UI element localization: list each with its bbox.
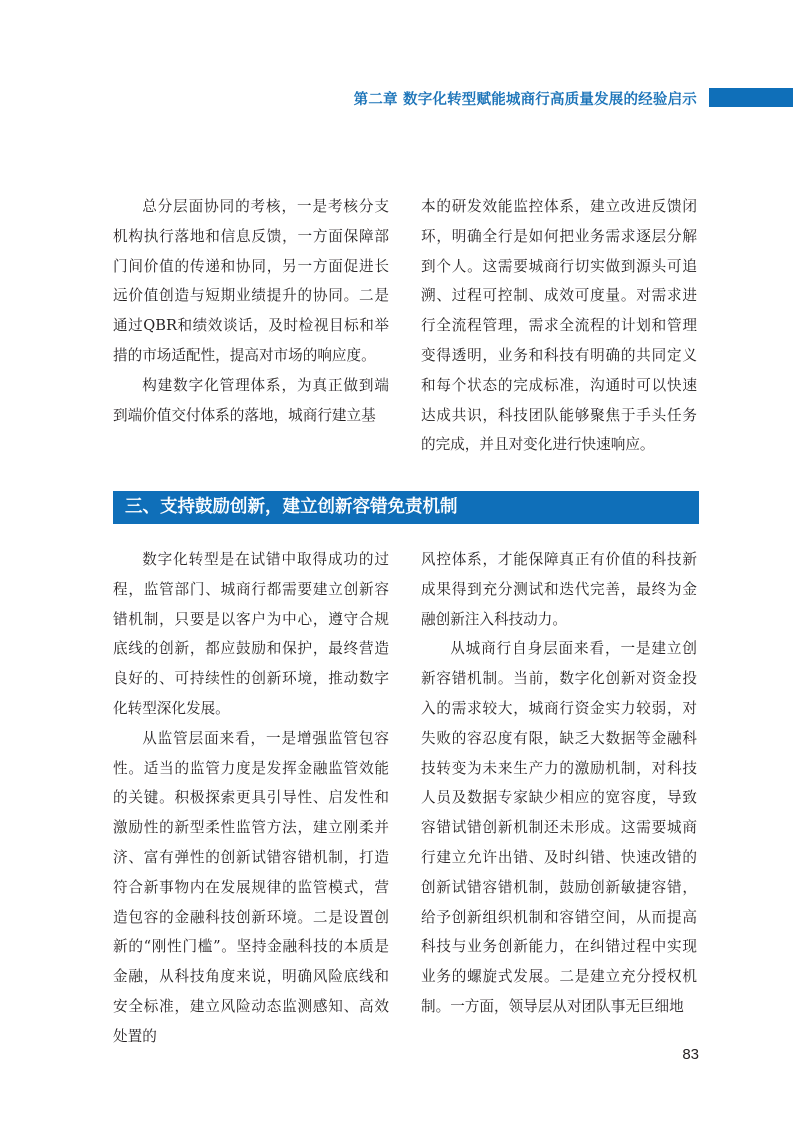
header-accent-bar xyxy=(709,88,793,107)
paragraph: 从监管层面来看，一是增强监管包容性。适当的监管力度是发挥金融监管效能的关键。积极探索更具引导性、启发性和激励性的新型柔性监管方法，建立刚柔并济、富有弹性的创新试错容错机制，打造符合新事物内在发展规律的监管模式，营造包容的金融科技创新环境。二是设置创新的“刚性门槛”。坚持金融科技的本质是金融，从科技角度来说，明确风险底线和安全标准，建立风险动态监测感知、高效处置的 xyxy=(113,729,389,1045)
paragraph: 从城商行自身层面来看，一是建立创新容错机制。当前，数字化创新对资金投入的需求较大，城商行资金实力较弱，对失败的容忍度有限，缺乏大数据等金融科技转变为未来生产力的激励机制，对科技人员及数据专家缺少相应的宽容度，导致容错试错创新机制还未形成。这需要城商行建立允许出错、及时纠错、快速改错的创新试错容错机制，鼓励创新敏捷容错，给予创新组织机制和容错空间，从而提高科技与业务创新能力，在纠错过程中实现业务的螺旋式发展。二是建立充分授权机制。一方面，领导层从对团队事无巨细地 xyxy=(421,640,697,1015)
paragraph: 数字化转型是在试错中取得成功的过程，监管部门、城商行都需要建立创新容错机制，只要是以客户为中心，遵守合规底线的创新，都应鼓励和保护，最终营造良好的、可持续性的创新环境，推动数字化转型深化发展。 xyxy=(113,551,389,717)
section-right-column xyxy=(421,545,697,1022)
paragraph: 构建数字化管理体系，为真正做到端到端价值交付体系的落地，城商行建立基 xyxy=(113,376,389,424)
chapter-title: 第二章 数字化转型赋能城商行高质量发展的经验启示 xyxy=(353,92,697,108)
section-heading: 三、支持鼓励创新，建立创新容错免责机制 xyxy=(113,491,699,524)
top-left-column xyxy=(113,192,389,430)
paragraph-continued: 风控体系，才能保障真正有价值的科技新成果得到充分测试和迭代完善，最终为金融创新注入科技动力。 xyxy=(421,551,697,628)
top-right-column xyxy=(421,192,697,460)
paragraph-continued: 本的研发效能监控体系，建立改进反馈闭环，明确全行是如何把业务需求逐层分解到个人。这需要城商行切实做到源头可追溯、过程可控制、成效可度量。对需求进行全流程管理，需求全流程的计划和管理变得透明，业务和科技有明确的共同定义和每个状态的完成标准，沟通时可以快速达成共识，科技团队能够聚焦于手头任务的完成，并且对变化进行快速响应。 xyxy=(421,198,697,454)
page-number: 83 xyxy=(682,1046,699,1063)
paragraph: 总分层面协同的考核，一是考核分支机构执行落地和信息反馈，一方面保障部门间价值的传递和协同，另一方面促进长远价值创造与短期业绩提升的协同。二是通过QBR和绩效谈话，及时检视目标和举措的市场适配性，提高对市场的响应度。 xyxy=(113,198,389,364)
section-left-column xyxy=(113,545,389,1052)
